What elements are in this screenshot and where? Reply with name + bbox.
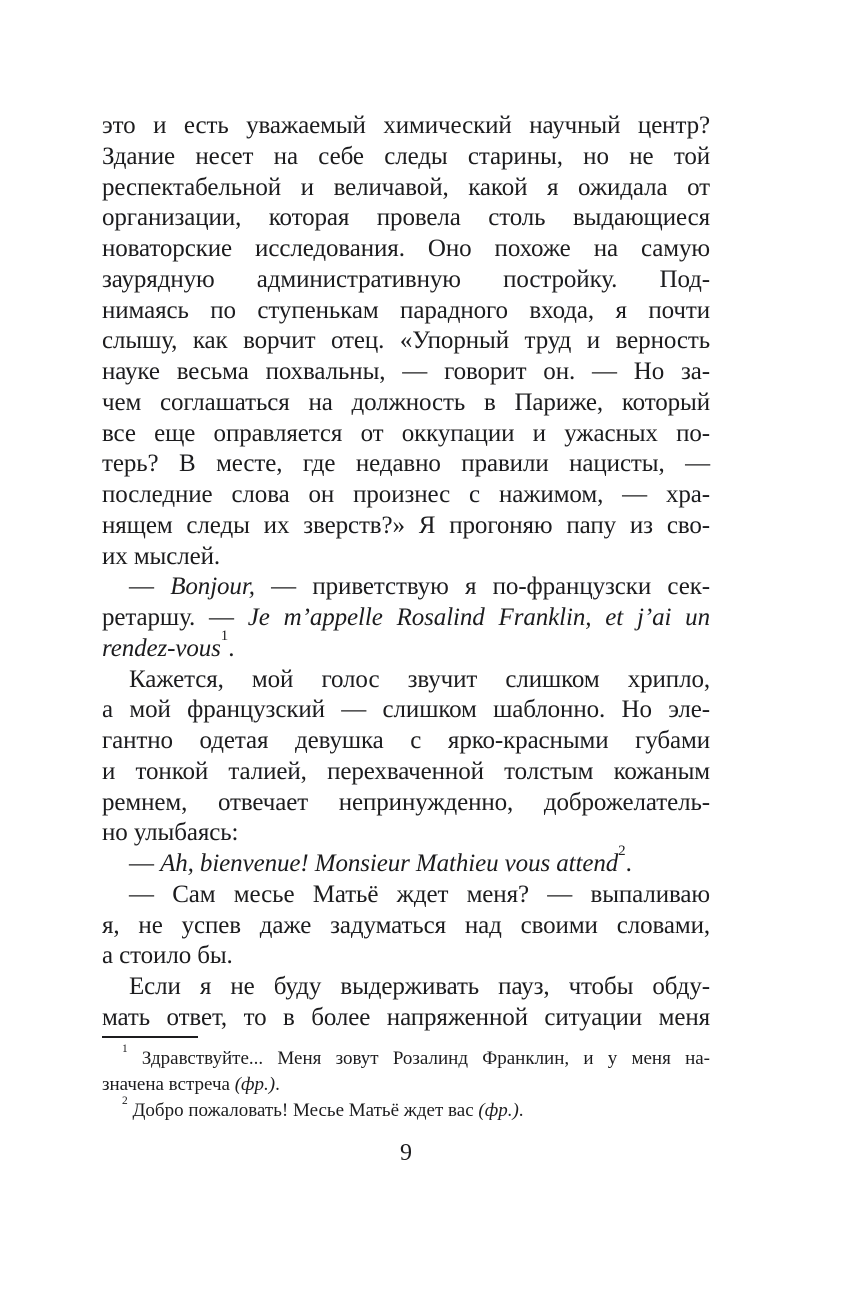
text-line (102, 665, 710, 696)
text-segment: — Сам месье Матьё ждет меня? — выпаливаю (129, 880, 710, 908)
footnote-marker: 2 (122, 1094, 128, 1107)
italic-text-segment: Ah, bienvenue! Monsieur Mathieu vous attend (160, 850, 619, 877)
text-segment: а стоило бы. (102, 942, 233, 970)
text-line (102, 449, 710, 480)
text-line (102, 1003, 710, 1034)
text-segment: терь? В месте, где недавно правили нацисты, — (102, 450, 710, 478)
text-segment: это и есть уважаемый химический научный центр? (102, 112, 710, 139)
footnote-marker: 1 (220, 627, 229, 644)
text-line (102, 111, 710, 142)
text-line (102, 173, 710, 204)
text-line (102, 1042, 710, 1072)
text-line (102, 941, 710, 972)
footnote-marker: 1 (122, 1042, 128, 1055)
text-segment: мать ответ, то в более напряженной ситуации меня (102, 1003, 710, 1031)
text-segment: нимаясь по ступенькам парадного входа, я почти (102, 296, 710, 324)
text-line (102, 419, 710, 450)
text-segment: я, не успев даже задуматься над своими словами, (102, 911, 710, 939)
text-segment: последние слова он произнес с нажимом, — хра- (102, 481, 710, 508)
text-line (102, 296, 710, 327)
text-segment: ретаршу. — (102, 604, 248, 631)
text-segment: и тонкой талией, перехваченной толстым кожаным (102, 757, 710, 785)
text-line (102, 480, 710, 511)
italic-text-segment: rendez-vous (102, 634, 221, 662)
italic-text-segment: Bonjour, (170, 573, 255, 601)
text-segment: Здание несет на себе следы старины, но не той (102, 142, 710, 170)
text-segment: Здравствуйте... Меня зовут Розалинд Франклин, и у меня на- (127, 1048, 710, 1069)
text-line (102, 357, 710, 388)
text-line (102, 234, 710, 265)
text-line (102, 603, 710, 634)
text-segment: Если я не буду выдерживать пауз, чтобы обду- (129, 973, 710, 1000)
italic-text-segment: Je m’appelle Rosalind Franklin, et j’ai un (247, 604, 710, 631)
italic-text-segment: (фр.) (234, 1074, 276, 1095)
text-line (102, 972, 710, 1003)
text-line (102, 726, 710, 757)
text-segment: заурядную административную постройку. Под- (102, 265, 710, 293)
text-segment: ремнем, отвечает непринужденно, доброжелатель- (102, 788, 710, 816)
text-line (102, 511, 710, 542)
text-segment: — (129, 573, 171, 601)
text-segment: . (228, 634, 235, 662)
italic-text-segment: (фр.) (478, 1100, 519, 1121)
text-line (102, 203, 710, 234)
text-segment: а мой французский — слишком шаблонно. Но эле- (102, 696, 710, 724)
text-segment: науке весьма похвальны, — говорит он. — Но за- (102, 358, 710, 385)
text-line (102, 757, 710, 788)
text-line (102, 326, 710, 357)
text-line (102, 911, 710, 942)
text-segment: Кажется, мой голос звучит слишком хрипло, (129, 665, 710, 693)
text-line (102, 265, 710, 296)
text-line (102, 788, 710, 819)
text-segment: . (518, 1100, 524, 1121)
footnotes-block (102, 1042, 710, 1124)
text-line (102, 627, 710, 665)
text-segment: — приветствую я по-французски сек- (254, 573, 710, 601)
text-segment: — (129, 850, 161, 877)
text-segment: организации, которая провела столь выдающиеся (102, 204, 710, 232)
text-segment: . (275, 1074, 280, 1095)
text-segment: нящем следы их зверств?» Я прогоняю папу из сво- (102, 511, 710, 539)
page-body-text (102, 111, 710, 1034)
text-line (102, 695, 710, 726)
page-number: 9 (400, 1140, 412, 1166)
text-line (102, 1072, 710, 1098)
footnote-marker: 2 (618, 842, 626, 859)
text-segment: все еще оправляется от оккупации и ужасных по- (102, 419, 710, 447)
text-segment: новаторские исследования. Оно похоже на самую (102, 235, 710, 262)
text-line (102, 842, 710, 880)
text-segment: гантно одетая девушка с ярко-красными губами (102, 727, 710, 754)
text-segment: но улыбаясь: (102, 819, 239, 847)
text-line (102, 880, 710, 911)
text-line (102, 542, 710, 573)
text-line (102, 388, 710, 419)
text-line (102, 1094, 710, 1124)
text-line (102, 572, 710, 603)
text-segment: значена встреча (102, 1074, 235, 1095)
text-segment: респектабельной и величавой, какой я ожидала от (102, 173, 710, 201)
text-segment: их мыслей. (102, 542, 221, 570)
footnote-separator (102, 1036, 198, 1038)
text-segment: . (625, 850, 632, 877)
text-segment: слышу, как ворчит отец. «Упорный труд и верность (102, 327, 710, 355)
text-line (102, 142, 710, 173)
text-segment: чем соглашаться на должность в Париже, который (102, 388, 710, 416)
text-segment: Добро пожаловать! Месье Матьё ждет вас (127, 1100, 479, 1121)
